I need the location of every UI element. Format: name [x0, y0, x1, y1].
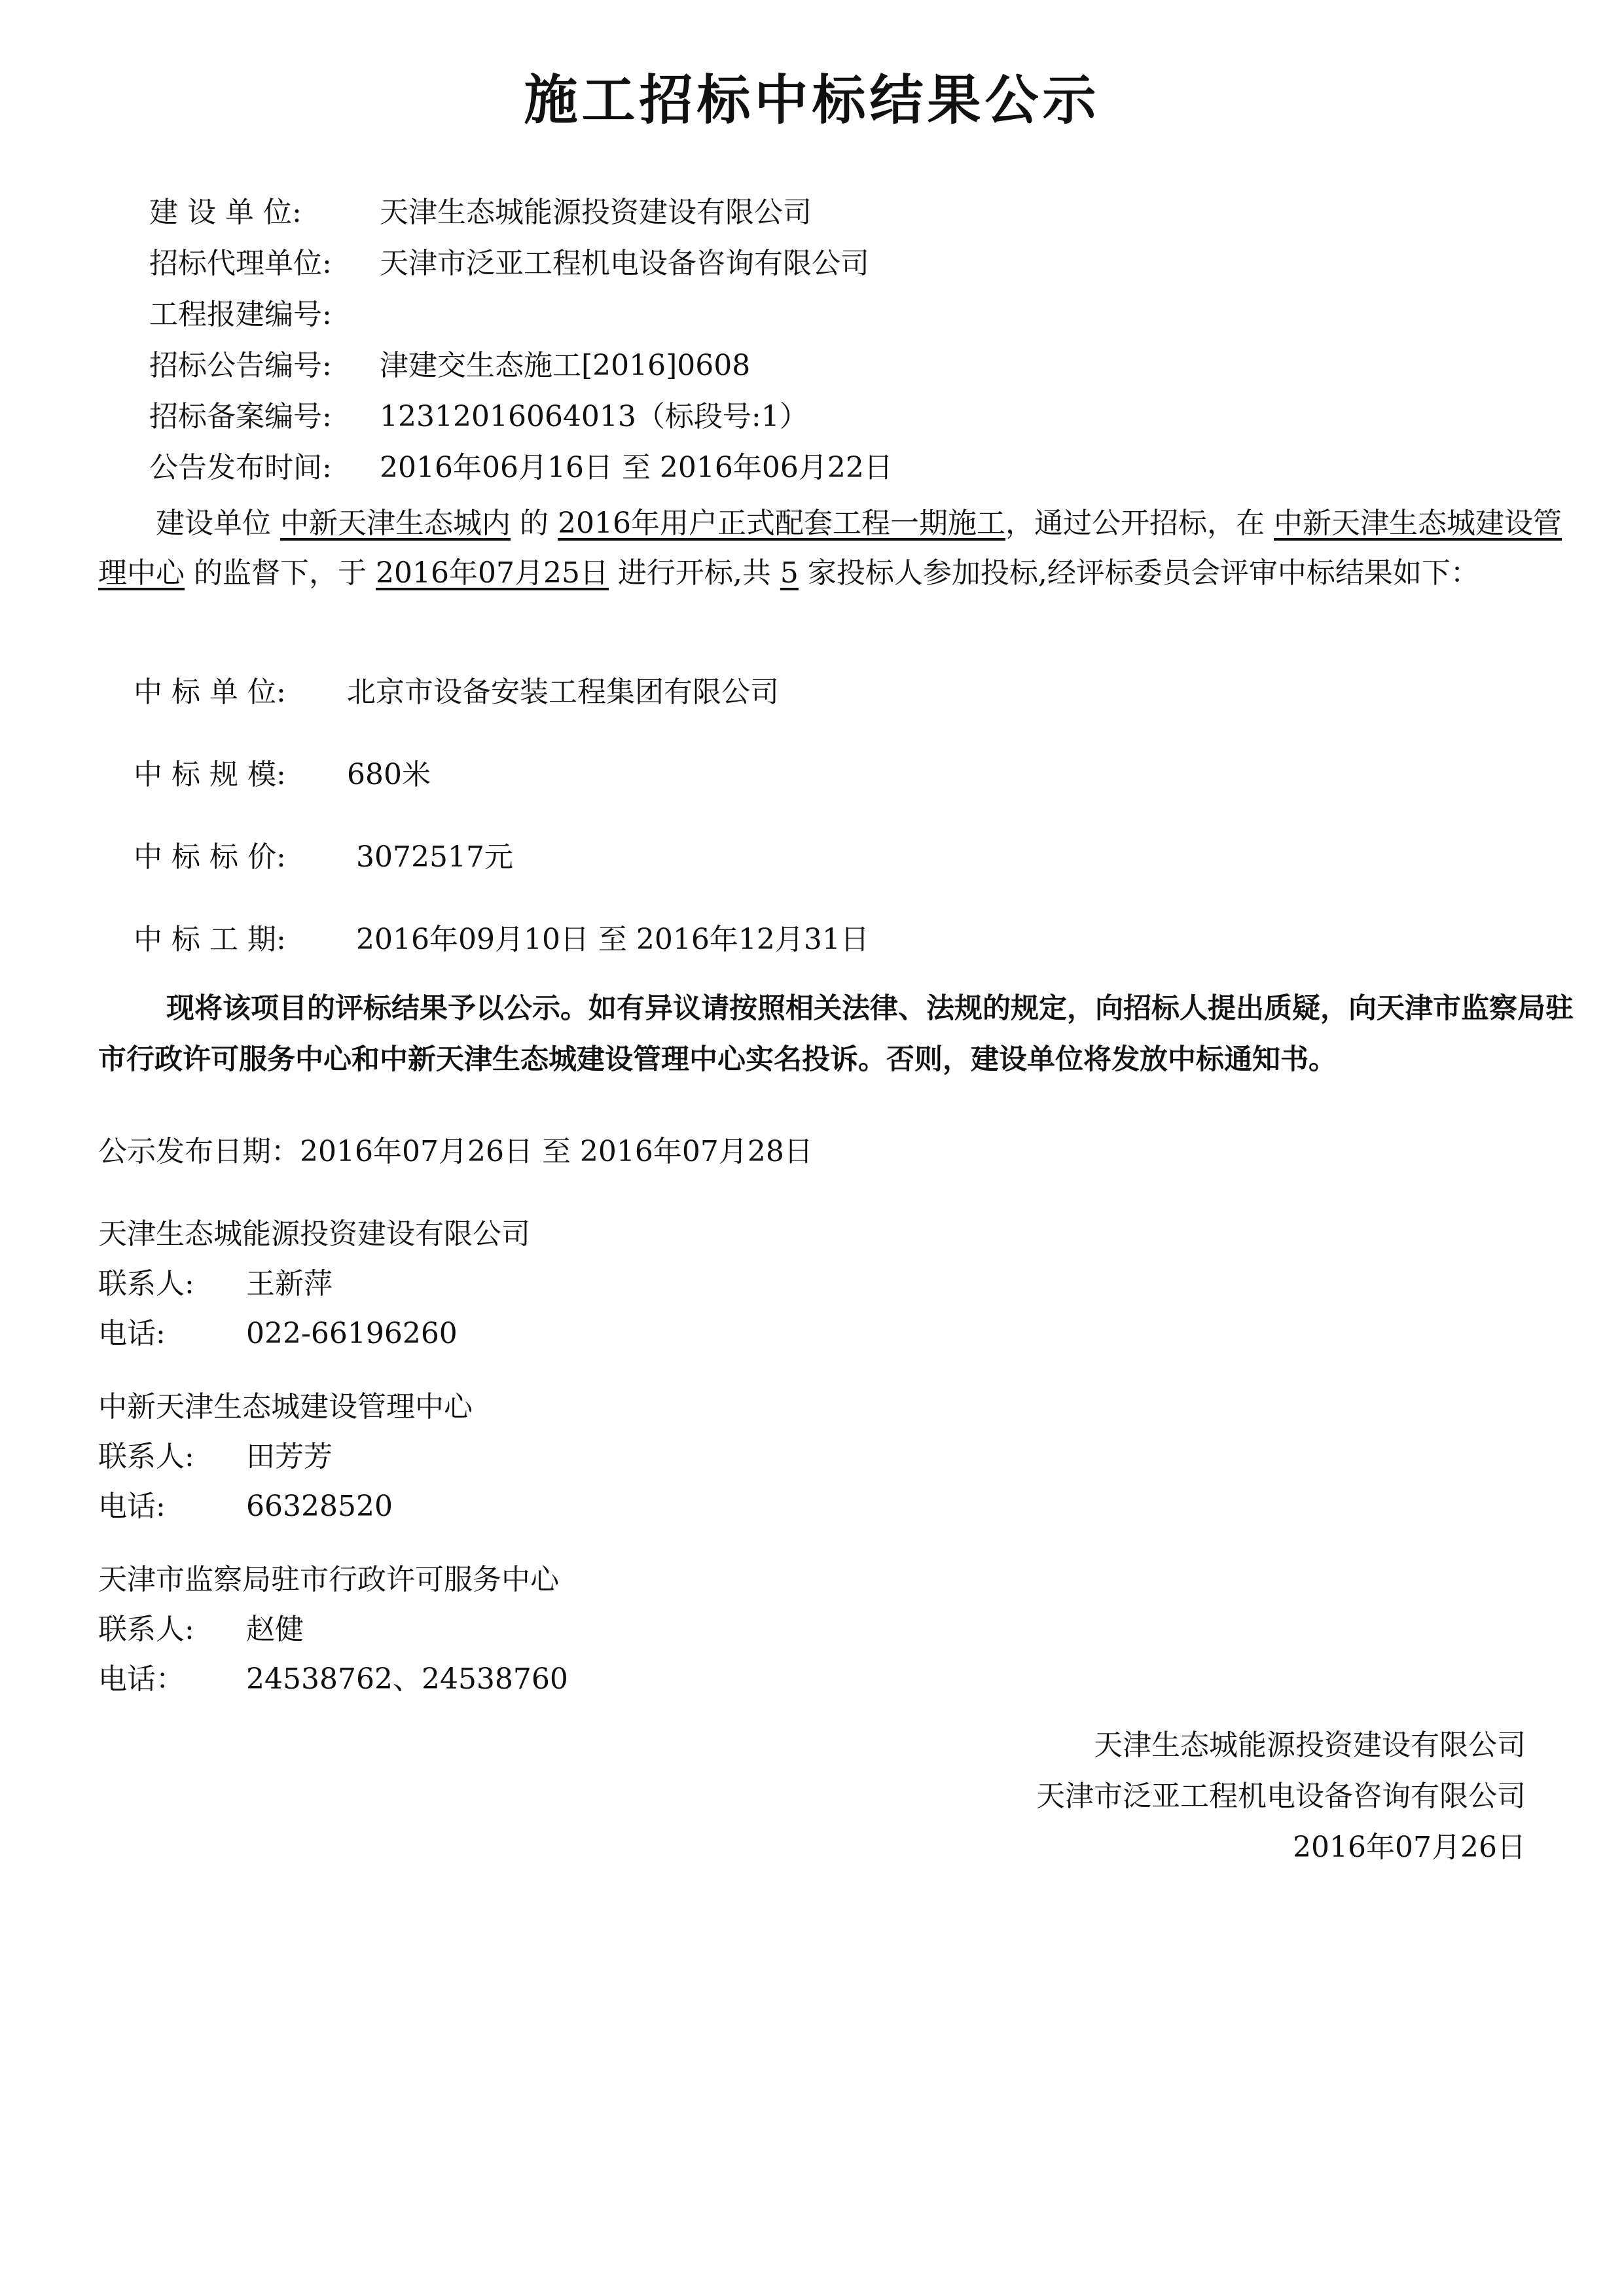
intro-text: 进行开标,共 — [608, 556, 780, 590]
intro-text: ，通过公开招标，在 — [1005, 507, 1274, 540]
contact-person-label: 联系人: — [98, 1440, 194, 1473]
contact-org: 中新天津生态城建设管理中心 — [98, 1390, 473, 1424]
result-row-winner — [134, 668, 869, 750]
info-row-agent — [149, 238, 893, 289]
signature-org-2: 天津市泛亚工程机电设备咨询有限公司 — [1036, 1780, 1526, 1813]
bidder-count: 5 — [780, 556, 799, 590]
contact-person: 王新萍 — [246, 1267, 333, 1300]
contact-phone: 022-66196260 — [246, 1317, 458, 1350]
project-info — [149, 187, 893, 493]
info-value: 天津市泛亚工程机电设备咨询有限公司 — [380, 247, 869, 280]
contact-phone-label: 电话： — [98, 1662, 185, 1696]
info-row-notice-number — [149, 340, 893, 391]
contact-person-line — [98, 1259, 568, 1309]
result-label: 中 标 单 位: — [134, 675, 286, 709]
info-row-notice-period — [149, 442, 893, 493]
intro-paragraph — [98, 499, 1571, 598]
info-row-report-number — [149, 289, 893, 340]
result-value: 680米 — [347, 758, 431, 791]
contact-list — [98, 1210, 568, 1728]
contact-org: 天津市监察局驻市行政许可服务中心 — [98, 1563, 559, 1596]
contact-phone-label: 电话: — [98, 1317, 166, 1350]
result-label: 中 标 工 期: — [134, 923, 286, 956]
info-value: 2016年06月16日 至 2016年06月22日 — [380, 451, 893, 484]
info-label: 建 设 单 位: — [149, 196, 302, 229]
info-value: 12312016064013（标段号:1） — [380, 400, 808, 433]
intro-text: 家投标人参加投标,经评标委员会评审中标结果如下： — [798, 556, 1479, 590]
notice-paragraph: 现将该项目的评标结果予以公示。如有异议请按照相关法律、法规的规定，向招标人提出质疑，向天津市监察局驻市行政许可服务中心和中新天津生态城建设管理中心实名投诉。否则，建设单位将发放中标通知书。 — [98, 992, 1574, 1076]
contact-block — [98, 1382, 568, 1532]
result-value: 3072517元 — [347, 840, 513, 874]
info-label: 招标备案编号: — [149, 400, 332, 433]
contact-person: 田芳芳 — [246, 1440, 333, 1473]
contact-phone-line — [98, 1482, 568, 1532]
info-row-filing-number — [149, 391, 893, 442]
result-label: 中 标 标 价: — [134, 840, 286, 874]
contact-phone: 66328520 — [246, 1490, 393, 1523]
owner-name: 中新天津生态城内 — [280, 507, 511, 540]
signature-org-1: 天津生态城能源投资建设有限公司 — [1094, 1729, 1526, 1762]
result-value: 2016年09月10日 至 2016年12月31日 — [347, 923, 869, 956]
publish-date: 公示发布日期：2016年07月26日 至 2016年07月28日 — [98, 1135, 813, 1168]
info-label: 公告发布时间: — [149, 451, 332, 484]
info-value: 津建交生态施工[2016]0608 — [380, 349, 751, 382]
intro-text: 的监督下，于 — [185, 556, 376, 590]
info-row-builder — [149, 187, 893, 238]
info-label: 工程报建编号: — [149, 298, 332, 331]
info-label: 招标代理单位: — [149, 247, 332, 280]
page-title: 施工招标中标结果公示 — [524, 69, 1100, 132]
intro-text: 建设单位 — [156, 507, 280, 540]
result-label: 中 标 规 模: — [134, 758, 286, 791]
info-label: 招标公告编号: — [149, 349, 332, 382]
supervisor-name: 中新天津生态城建设管理中心 — [98, 507, 1562, 590]
signature-date: 2016年07月26日 — [1293, 1831, 1526, 1864]
result-row-price — [134, 833, 869, 915]
contact-phone-label: 电话: — [98, 1490, 166, 1523]
contact-org: 天津生态城能源投资建设有限公司 — [98, 1217, 530, 1251]
open-date: 2016年07月25日 — [375, 556, 609, 590]
result-row-scale — [134, 750, 869, 833]
intro-text: 的 — [511, 507, 558, 540]
project-name: 2016年用户正式配套工程一期施工 — [557, 507, 1005, 540]
award-results — [134, 668, 869, 997]
signature-block — [1036, 1720, 1526, 1873]
contact-person: 赵健 — [246, 1613, 304, 1646]
contact-phone-line — [98, 1655, 568, 1704]
contact-person-line — [98, 1432, 568, 1482]
contact-block — [98, 1555, 568, 1704]
contact-person-line — [98, 1605, 568, 1655]
contact-person-label: 联系人: — [98, 1267, 194, 1300]
contact-phone: 24538762、24538760 — [246, 1662, 568, 1696]
contact-block — [98, 1210, 568, 1359]
contact-person-label: 联系人: — [98, 1613, 194, 1646]
contact-phone-line — [98, 1309, 568, 1359]
result-value: 北京市设备安装工程集团有限公司 — [347, 675, 779, 709]
info-value: 天津生态城能源投资建设有限公司 — [380, 196, 812, 229]
